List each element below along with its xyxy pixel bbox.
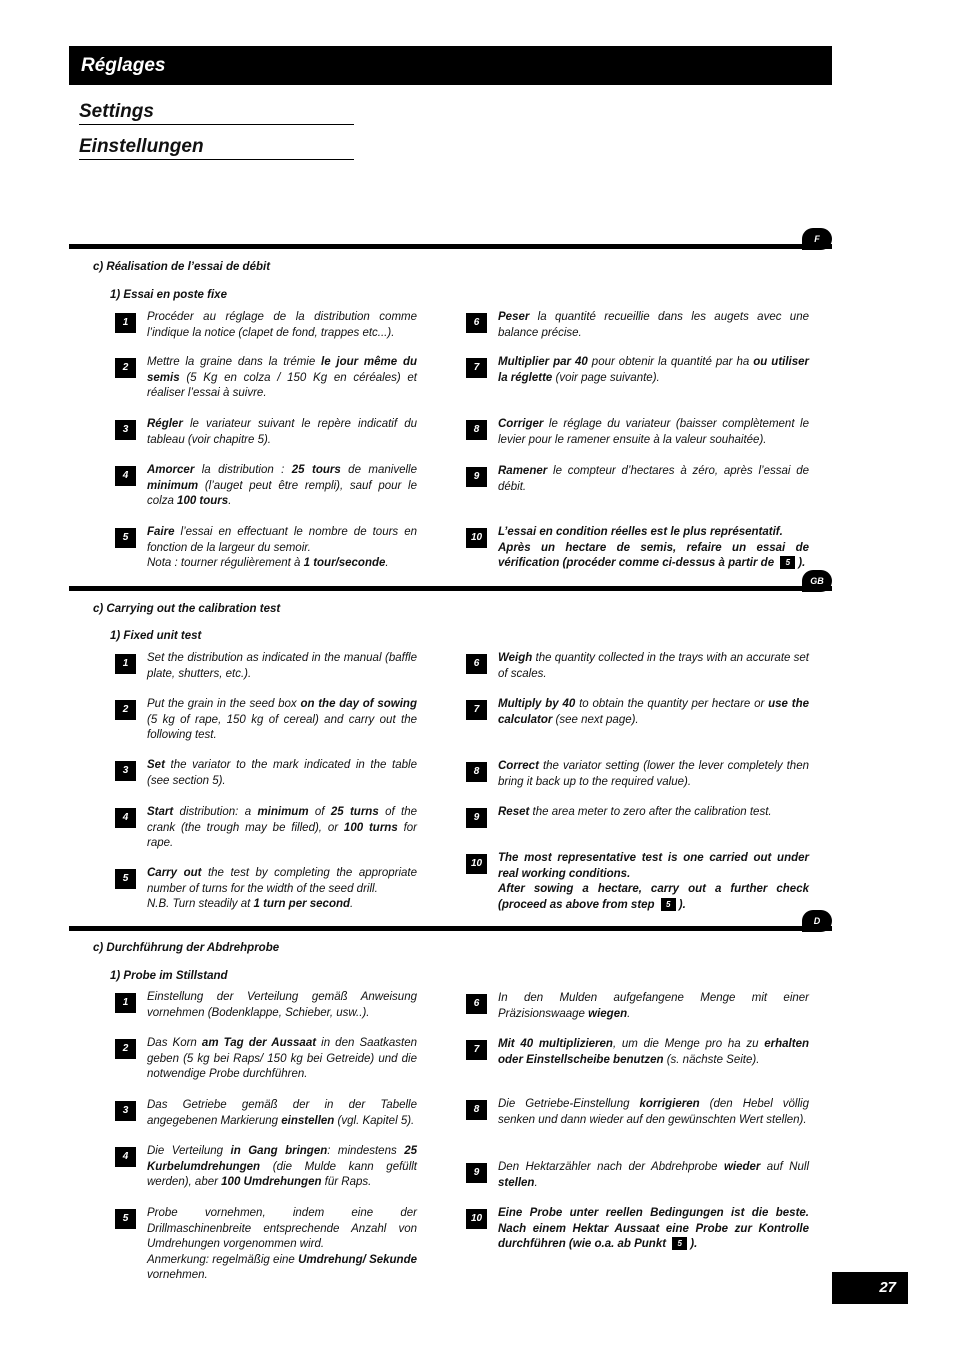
step-text-emphasis: After sowing a hectare, carry out a further check (proceed as above from step [498,883,809,911]
step-text-emphasis: Carry out [147,867,202,879]
step-text-emphasis: erhalten oder Einstellscheibe benutzen [498,1038,809,1066]
step-text-run: the quantity collected in the trays with an accurate set of scales. [498,652,809,680]
step-text-de-5 [147,1206,417,1284]
step-text-de-9 [498,1160,809,1191]
step-text-run: le compteur d’hectares à zéro, après l’essai de débit. [498,465,809,493]
step-number-fr-2: 2 [115,358,136,378]
step-text-run: la quantité recueillie dans les augets avec une balance précise. [498,311,809,339]
page-title: Réglages [69,46,832,85]
step-text-gb-3 [147,758,417,789]
step-text-emphasis: 25 Kurbelumdrehungen [147,1145,417,1173]
step-number-gb-4: 4 [115,808,136,828]
step-text-emphasis: 100 Umdrehungen [221,1176,322,1188]
step-text-fr-6 [498,310,809,341]
step-text-run: (die Mulde kann gefüllt werden), aber [147,1160,417,1188]
step-text-gb-10 [498,851,809,913]
step-text-run: Set the distribution as indicated in the manual (baffle plate, shutters, etc.). [147,652,417,680]
step-text-run: Procéder au réglage de la distribution comme l’indique la notice (clapet de fond, trappes etc...). [147,311,417,339]
step-text-de-2 [147,1036,417,1083]
step-text-de-1 [147,990,417,1021]
step-text-de-3 [147,1098,417,1129]
step-text-emphasis: Weigh [498,652,533,664]
step-text-emphasis: 25 tours [291,464,341,476]
step-text-run: . [534,1176,538,1189]
section-subtitle-gb: 1) Fixed unit test [110,630,202,642]
step-text-emphasis: 25 turns [330,806,379,818]
step-number-de-6: 6 [466,994,487,1014]
step-text-run: . [350,898,354,910]
step-text-emphasis: The most representative test is one carried out under real working conditions. [498,852,809,880]
page-number: 27 [832,1272,908,1304]
step-text-run: Anmerkung: regelmäßig eine [147,1253,299,1266]
step-text-emphasis: in Gang bringen [230,1145,328,1157]
step-text-emphasis: stellen [498,1176,535,1189]
step-number-de-10: 10 [466,1209,487,1229]
step-text-emphasis: Après un hectare de semis, refaire un essai de vérification (procéder comme ci-dessus à partir de [498,541,809,569]
step-text-run: Einstellung der Verteilung gemäß Anweisung vornehmen (Bodenklappe, Schieber, usw..). [147,991,417,1019]
step-text-emphasis: ). [690,1238,698,1250]
section-rule-fr [69,244,832,249]
step-reference-box: 5 [661,898,676,911]
step-text-emphasis: korrigieren [639,1098,700,1110]
section-subtitle-fr: 1) Essai en poste fixe [110,289,227,301]
step-text-emphasis: einstellen [281,1114,335,1127]
step-text-run: the variator setting (lower the lever completely then bring it back up to the required value). [498,760,809,788]
step-text-emphasis: ou utiliser la réglette [498,356,810,384]
step-text-run: the area meter to zero after the calibration test. [529,806,772,818]
step-number-de-7: 7 [466,1040,487,1060]
step-text-run: vornehmen. [147,1269,208,1281]
step-text-run: (den Hebel völlig senken und dann wieder auf den gewünschten Wert stellen). [498,1098,809,1126]
step-number-gb-10: 10 [466,854,487,874]
section-title-gb: c) Carrying out the calibration test [93,603,281,615]
step-number-de-5: 5 [115,1209,136,1229]
step-text-run: le réglage du variateur (baisser complètement le levier pour le ramener ensuite à la valeur souhaitée). [498,418,809,446]
step-text-de-6 [498,991,809,1022]
step-text-emphasis: Correct [498,760,539,772]
step-text-de-4 [147,1144,417,1191]
step-text-emphasis: 100 turns [343,821,398,834]
step-number-de-1: 1 [115,993,136,1013]
step-text-emphasis: 1 turn per second [253,898,351,910]
step-text-run: für Raps. [321,1176,372,1188]
step-text-emphasis: Amorcer [147,464,195,476]
step-number-de-9: 9 [466,1163,487,1183]
language-tab-de: D [802,910,832,932]
step-text-fr-10 [498,525,809,572]
step-number-fr-9: 9 [466,467,487,487]
step-text-emphasis: Start [147,806,174,818]
step-text-emphasis: 1 tour/seconde [303,557,386,569]
step-text-gb-5 [147,866,417,913]
step-number-gb-6: 6 [466,654,487,674]
step-text-emphasis: Umdrehung/ Sekunde [298,1253,417,1266]
step-number-de-2: 2 [115,1039,136,1059]
step-text-run: to obtain the quantity per hectare or [575,698,769,710]
step-text-emphasis: use the calculator [498,698,810,726]
step-text-run: (5 Kg en colza / 150 Kg en céréales) et réaliser l’essai à suivre. [147,371,417,399]
step-text-run: (s. nächste Seite). [663,1053,760,1066]
step-text-run: Nota : tourner régulièrement à [147,557,304,569]
step-text-run: . [385,557,389,569]
step-number-gb-3: 3 [115,761,136,781]
step-text-emphasis: le jour même du semis [147,356,417,384]
step-text-run: for rape. [147,821,417,849]
step-text-emphasis: Reset [498,806,530,818]
step-text-emphasis: ). [798,557,806,569]
step-text-emphasis: Faire [147,526,175,538]
step-text-run: the variator to the mark indicated in the table (see section 5). [147,759,417,787]
step-text-emphasis: am Tag der Aussaat [201,1037,317,1049]
step-text-emphasis: Ramener [498,465,548,477]
step-text-run: le variateur suivant le repère indicatif du tableau (voir chapitre 5). [147,418,417,446]
step-number-gb-2: 2 [115,700,136,720]
step-text-emphasis: 100 tours [177,495,229,507]
step-text-run: : mindestens [327,1145,405,1157]
step-text-run: Den Hektarzähler nach der Abdrehprobe [498,1161,724,1173]
step-text-run: Das Korn [147,1037,202,1049]
step-text-fr-8 [498,417,809,448]
step-reference-box: 5 [780,556,795,569]
step-text-fr-7 [498,355,809,386]
step-text-fr-9 [498,464,809,495]
step-text-run: . [228,495,232,507]
step-number-fr-8: 8 [466,420,487,440]
step-text-run: In den Mulden aufgefangene Menge mit einer Präzisionswaage [498,992,809,1020]
step-text-emphasis: minimum [257,806,309,818]
step-number-fr-1: 1 [115,313,136,333]
step-text-de-10 [498,1206,809,1253]
step-text-emphasis: Régler [147,418,183,430]
step-text-run: of the crank (the trough may be filled), or [147,806,417,834]
step-text-run: in den Saatkasten geben (5 kg bei Raps/ 150 kg bei Getreide) und die notwendige Probe durchführen. [147,1037,417,1080]
step-text-emphasis: Corriger [498,418,544,430]
step-text-emphasis: L’essai en condition réelles est le plus représentatif. [498,526,783,538]
step-reference-box: 5 [672,1237,687,1250]
step-text-run: l’essai en effectuant le nombre de tours en fonction de la largeur du semoir. [147,526,417,554]
step-text-emphasis: on the day of sowing [300,698,417,710]
subtitle-einstellungen: Einstellungen [79,136,354,160]
step-number-fr-4: 4 [115,466,136,486]
step-text-emphasis: Multiplier par 40 [498,356,588,368]
step-text-run: (voir page suivante). [552,371,660,384]
step-number-gb-5: 5 [115,869,136,889]
step-text-run: Mettre la graine dans la trémie [147,356,322,368]
step-text-gb-6 [498,651,809,682]
step-text-run: (vgl. Kapitel 5). [334,1114,415,1127]
step-text-run: (5 kg of rape, 150 kg of cereal) and carry out the following test. [147,713,417,741]
step-number-fr-6: 6 [466,313,487,333]
step-text-gb-4 [147,805,417,852]
step-text-gb-2 [147,697,417,744]
step-number-gb-9: 9 [466,808,487,828]
step-text-fr-1 [147,310,417,341]
step-text-fr-5 [147,525,417,572]
section-title-fr: c) Réalisation de l’essai de débit [93,261,271,273]
step-text-run: the test by completing the appropriate number of turns for the width of the seed drill. [147,867,417,895]
language-tab-fr: F [802,228,832,250]
step-text-de-7 [498,1037,809,1068]
step-number-gb-8: 8 [466,762,487,782]
step-number-fr-3: 3 [115,420,136,440]
step-text-fr-3 [147,417,417,448]
step-text-run: . [627,1007,631,1020]
section-title-de: c) Durchführung der Abdrehprobe [93,942,280,954]
step-text-run: de manivelle [340,464,417,476]
step-text-emphasis: Peser [498,311,530,323]
step-number-gb-1: 1 [115,654,136,674]
step-number-de-4: 4 [115,1147,136,1167]
step-text-run: Das Getriebe gemäß der in der Tabelle angegebenen Markierung [147,1099,417,1127]
step-text-emphasis: Multiply by 40 [498,698,576,710]
subtitle-settings: Settings [79,101,354,125]
section-subtitle-de: 1) Probe im Stillstand [110,970,228,982]
step-text-emphasis: Set [147,759,165,771]
step-text-emphasis: wiegen [588,1007,628,1020]
language-tab-gb: GB [802,570,832,592]
step-text-run: Die Verteilung [147,1145,231,1157]
step-number-de-8: 8 [466,1100,487,1120]
step-text-gb-1 [147,651,417,682]
step-text-run: pour obtenir la quantité par ha [587,356,754,368]
step-text-emphasis: wieder [723,1161,761,1173]
section-rule-de [69,926,832,931]
section-rule-gb [69,586,832,591]
step-text-fr-4 [147,463,417,510]
step-number-fr-7: 7 [466,358,487,378]
step-text-run: la distribution : [194,464,292,476]
step-text-fr-2 [147,355,417,402]
step-text-run: of [308,806,331,818]
step-text-run: Die Getriebe-Einstellung [498,1098,640,1110]
step-text-run: Put the grain in the seed box [147,698,301,710]
step-number-gb-7: 7 [466,700,487,720]
step-text-gb-7 [498,697,809,728]
step-text-de-8 [498,1097,809,1128]
step-text-gb-9 [498,805,809,821]
step-text-emphasis: Eine Probe unter reellen Bedingungen ist die beste. Nach einem Hektar Aussaat eine Probe zur Kontrolle durchführen (wie o.a. ab Punkt [498,1207,809,1250]
step-text-run: distribution: a [173,806,258,818]
step-text-run: Probe vornehmen, indem eine der Drillmaschinenbreite entsprechende Anzahl von Umdrehungen vorgenommen wird. [147,1207,417,1250]
step-number-de-3: 3 [115,1101,136,1121]
step-text-gb-8 [498,759,809,790]
step-text-emphasis: Mit 40 multiplizieren [498,1038,613,1050]
step-text-run: auf Null [760,1161,809,1173]
step-text-emphasis: ). [678,898,686,911]
step-text-run: , um die Menge pro ha zu [612,1038,765,1050]
step-text-run: (see next page). [552,713,639,726]
step-text-run: (l’auget peut être rempli), sauf pour le colza [147,479,417,507]
step-number-fr-10: 10 [466,528,487,548]
step-text-emphasis: minimum [147,479,199,492]
step-text-run: N.B. Turn steadily at [147,898,254,910]
step-number-fr-5: 5 [115,528,136,548]
